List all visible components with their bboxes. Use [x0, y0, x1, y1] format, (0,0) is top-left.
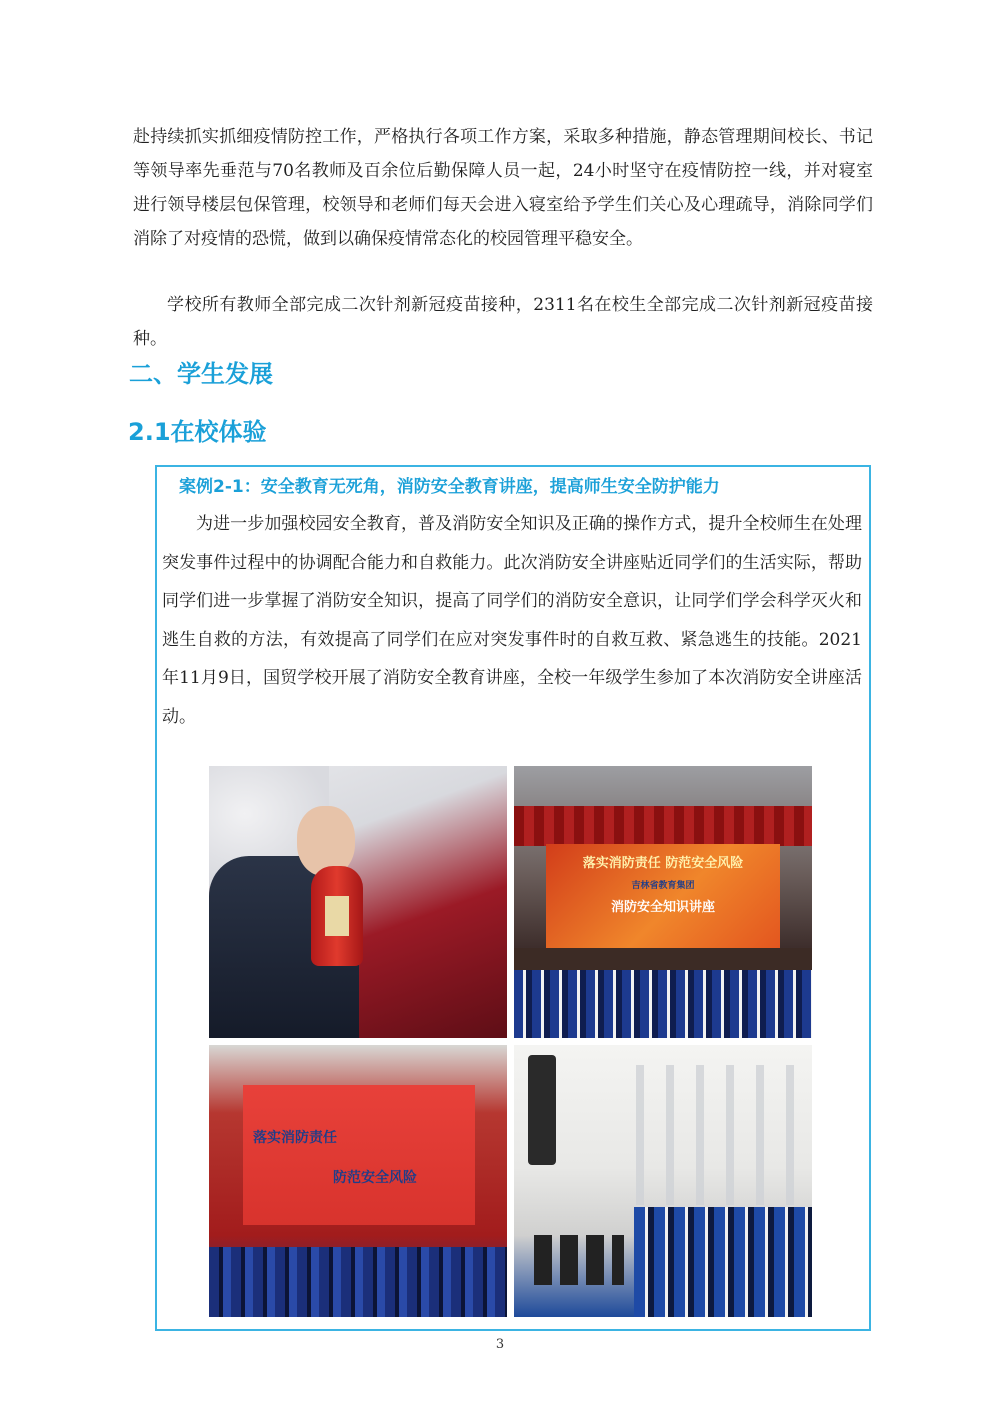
photo-lecture-screen — [514, 766, 812, 1038]
subsection-heading: 2.1在校体验 — [128, 418, 267, 446]
case-box — [155, 465, 871, 1331]
projection-screen — [546, 844, 780, 948]
page-number: 3 — [495, 1337, 505, 1352]
student-audience — [634, 1207, 812, 1317]
hall-windows — [614, 1065, 804, 1205]
stage-floor — [514, 948, 812, 970]
student-audience — [209, 1247, 507, 1317]
photo-fire-extinguisher-demo — [209, 766, 507, 1038]
body-paragraph-2: 学校所有教师全部完成二次针剂新冠疫苗接种，2311名在校生全部完成二次针剂新冠疫苗接种。 — [133, 295, 873, 349]
case-title: 案例2-1：安全教育无死角，消防安全教育讲座，提高师生安全防护能力 — [179, 477, 720, 497]
floor-speakers — [534, 1235, 624, 1285]
photo-auditorium-hall — [514, 1045, 812, 1317]
student-audience — [514, 970, 812, 1038]
photo-red-slogan-screen — [209, 1045, 507, 1317]
red-screen-line-2: 防范安全风险 — [333, 1170, 417, 1186]
screen-organizer: 吉林省教育集团 — [631, 881, 695, 891]
fire-extinguisher — [311, 866, 363, 966]
stage-curtains — [514, 806, 812, 846]
screen-lecture-title: 消防安全知识讲座 — [610, 900, 715, 915]
red-projection-screen — [243, 1085, 475, 1225]
body-paragraph-1: 赴持续抓实抓细疫情防控工作，严格执行各项工作方案，采取多种措施，静态管理期间校长、书记等领导率先垂范与70名教师及百余位后勤保障人员一起，24小时坚守在疫情防控一线，并对寝室进行领导楼层包保管理，校领导和老师们每天会进入寝室给予学生们关心及心理疏导，消除同学们消除了对疫情的恐慌，做到以确保疫情常态化的校园管理平稳安全。 — [133, 127, 873, 249]
extinguisher-label — [325, 896, 349, 936]
section-heading: 二、学生发展 — [129, 360, 273, 388]
presenter-head — [297, 806, 355, 876]
hanging-speaker — [528, 1055, 556, 1165]
case-body-paragraph: 为进一步加强校园安全教育，普及消防安全知识及正确的操作方式，提升全校师生在处理突发事件过程中的协调配合能力和自救能力。此次消防安全讲座贴近同学们的生活实际，帮助同学们进一步掌握了消防安全知识，提高了同学们的消防安全意识，让同学们学会科学灭火和逃生自救的方法，有效提高了同学们在应对突发事件时的自救互救、紧急逃生的技能。2021年11月9日，国贸学校开展了消防安全教育讲座，全校一年级学生参加了本次消防安全讲座活动。 — [162, 514, 862, 727]
screen-slogan: 落实消防责任 防范安全风险 — [582, 856, 744, 871]
red-screen-line-1: 落实消防责任 — [253, 1130, 337, 1146]
